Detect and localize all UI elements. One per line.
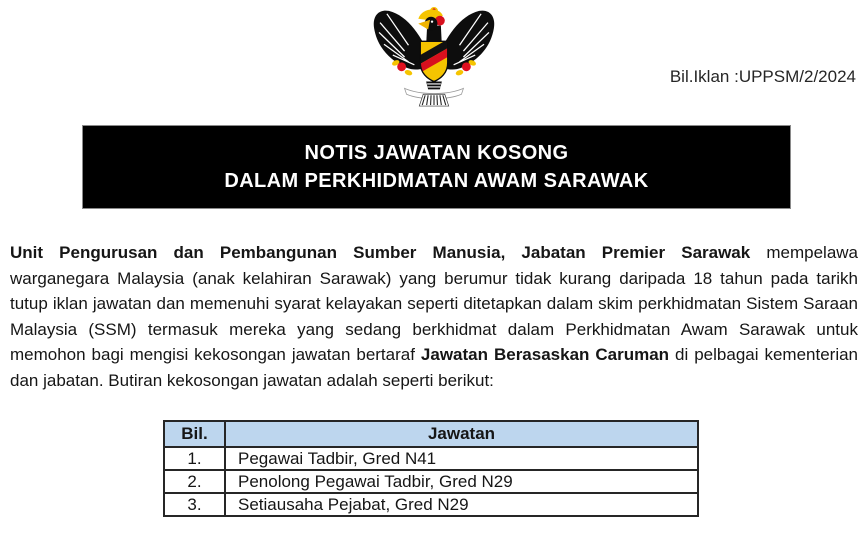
table-row: [164, 447, 698, 470]
paragraph-body-1: mempelawa warganegara Malaysia (anak kelahiran Sarawak) yang berumur tidak kurang daripada 18 tahun pada tarikh tutup iklan jawatan dan memenuhi syarat kelayakan seperti ditetapkan dalam skim perkhidmatan Sistem Saraan Malaysia (SSM) termasuk mereka yang sedang berkhidmat dalam Perkhidmatan Awam Sarawak untuk memohon bagi mengisi kekosongan jawatan bertaraf: [10, 243, 859, 364]
notice-paragraph: [10, 240, 858, 393]
notice-title-banner: [82, 125, 791, 209]
table-row: [164, 470, 698, 493]
row-number: 2.: [164, 470, 225, 493]
banner-line-1: NOTIS JAWATAN KOSONG: [304, 142, 569, 164]
table-row: [164, 493, 698, 516]
table-header-jawatan: Jawatan: [225, 421, 698, 447]
row-jawatan: Setiausaha Pejabat, Gred N29: [225, 493, 698, 516]
vacancy-table: [163, 420, 699, 517]
table-header-row: [164, 421, 698, 447]
row-number: 1.: [164, 447, 225, 470]
row-jawatan: Pegawai Tadbir, Gred N41: [225, 447, 698, 470]
paragraph-body-2: di pelbagai kementerian dan jabatan. Butiran kekosongan jawatan adalah seperti berikut:: [10, 345, 859, 390]
ad-reference: Bil.Iklan :UPPSM/2/2024: [669, 67, 856, 86]
table-header-bil: Bil.: [164, 421, 225, 447]
row-jawatan: Penolong Pegawai Tadbir, Gred N29: [225, 470, 698, 493]
sarawak-coat-of-arms-icon: [368, 4, 500, 108]
paragraph-emphasis-bold: Jawatan Berasaskan Caruman: [420, 345, 670, 364]
banner-line-2: DALAM PERKHIDMATAN AWAM SARAWAK: [224, 170, 649, 192]
paragraph-intro-bold: Unit Pengurusan dan Pembangunan Sumber Manusia, Jabatan Premier Sarawak: [10, 243, 751, 262]
row-number: 3.: [164, 493, 225, 516]
